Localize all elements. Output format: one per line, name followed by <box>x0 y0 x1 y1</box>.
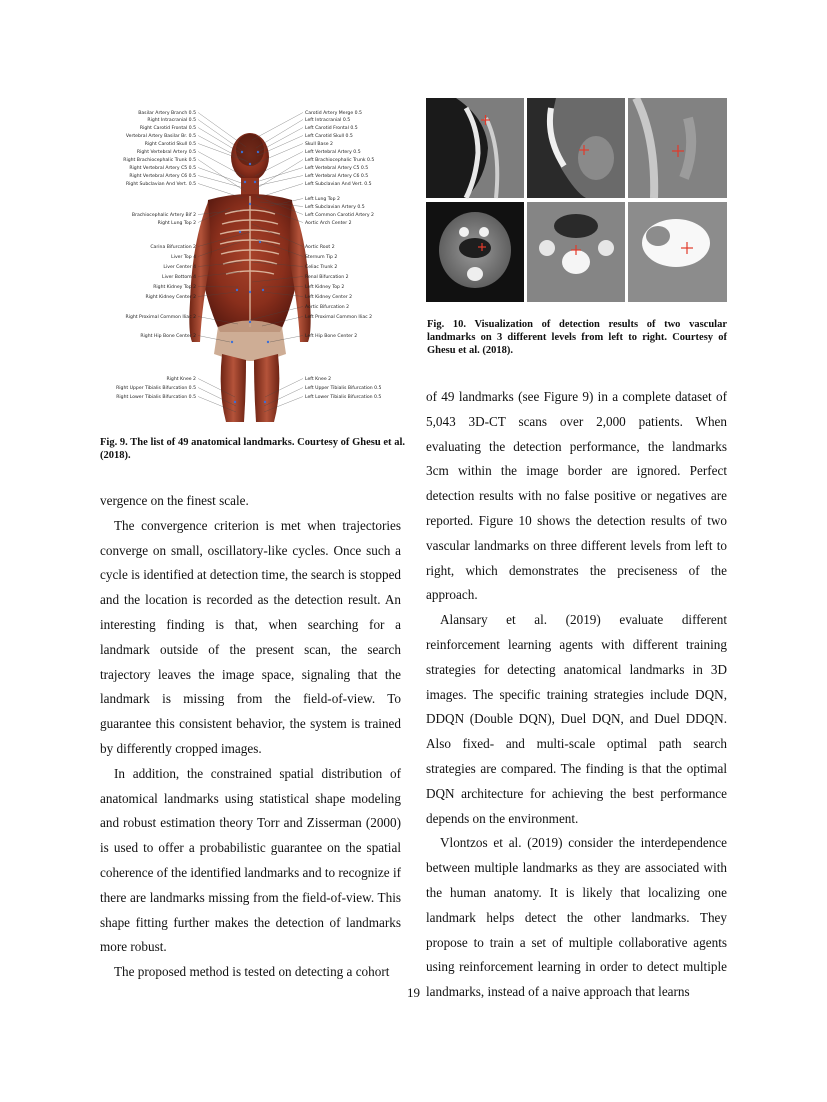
landmark-label: Right Proximal Common Iliac 2 <box>125 315 196 320</box>
landmark-label: Left Carotid Frontal 0.5 <box>305 126 358 131</box>
landmark-label: Left Kidney Top 2 <box>305 285 345 290</box>
ct-panel-row2-fine <box>628 202 727 302</box>
leader-line <box>257 184 303 199</box>
landmark-label: Liver Center 4 <box>163 265 196 270</box>
landmark-label: Right Subclavian And Vert. 0.5 <box>125 182 196 187</box>
landmark-label: Left Vertebral Artery C5 0.5 <box>305 166 369 171</box>
figure-10 <box>426 98 727 302</box>
landmark-label: Left Knee 2 <box>305 377 332 382</box>
landmark-label: Aortic Bifurcation 2 <box>305 305 350 310</box>
landmark-label: Right Lower Tibialis Bifurcation 0.5 <box>116 395 196 400</box>
right-text-column <box>426 385 727 1005</box>
landmark-label: Left Brachiocephalic Trunk 0.5 <box>305 158 375 163</box>
landmark-label: Left Lower Tibialis Bifurcation 0.5 <box>305 395 382 400</box>
figure-9 <box>100 92 405 422</box>
page-number: 19 <box>407 985 420 1000</box>
landmark-label: Right Vertebral Artery C6 0.5 <box>129 174 196 179</box>
leader-line <box>198 184 243 199</box>
landmark-label: Left Subclavian And Vert. 0.5 <box>305 182 372 187</box>
ct-panel-row2-medium <box>527 202 625 302</box>
landmark-label: Sternum Tip 2 <box>305 255 338 260</box>
paragraph: In addition, the constrained spatial distribution of anatomical landmarks using statistical shape modeling and robust estimation theory Torr and Zisserman (2000) is used to offer a probabilistic guarantee on the spatial coherence of the identified landmarks and to recognize if there are landmarks missing from the field-of-view. This shape fitting further makes the detection of landmarks more robust. <box>100 765 401 955</box>
landmark-label: Aortic Root 2 <box>305 245 335 250</box>
landmark-label: Right Kidney Top 2 <box>153 285 196 290</box>
paragraph: Vlontzos et al. (2019) consider the interdependence between multiple landmarks as they are associated with the human anatomy. It is likely that localizing one landmark helps detect the other landmarks. They propose to train a set of multiple collaborative agents using reinforcement learning in order to detect multiple landmarks, instead of a naive approach that learns <box>426 835 727 1000</box>
landmark-label: Liver Top 4 <box>171 255 196 260</box>
landmark-label: Right Hip Bone Center 2 <box>140 334 196 339</box>
paragraph: vergence on the finest scale. <box>100 493 249 508</box>
landmark-label: Carina Bifurcation 2 <box>150 245 196 250</box>
landmark-label: Left Kidney Center 2 <box>305 295 353 300</box>
landmark-label: Left Intracranial 0.5 <box>305 118 351 123</box>
landmark-label: Skull Base 2 <box>305 142 333 147</box>
landmark-label: Left Subclavian Artery 0.5 <box>305 205 365 210</box>
landmark-label: Brachiocephalic Artery Bif 2 <box>131 213 196 218</box>
landmark-label: Left Vertebral Artery 0.5 <box>305 150 361 155</box>
figure-9-caption: Fig. 9. The list of 49 anatomical landmarks. Courtesy of Ghesu et al. (2018). <box>100 437 405 461</box>
leader-line <box>258 128 303 153</box>
landmark-label: Left Lung Top 2 <box>305 197 340 202</box>
leader-line <box>256 176 303 187</box>
landmark-label: Basilar Artery Branch 0.5 <box>138 111 196 116</box>
paragraph: The convergence criterion is met when trajectories converge on small, oscillatory-like cycles. Once such a cycle is identified at detection time, the search is stopped and the location is recorded as the detection result. An interesting finding is that, when searching for a landmark outside of the present scan, the search trajectory leaves the image space, signaling that the landmark is missing from the field-of-view. To guarantee this consistent behavior, the system is trained by differently cropped images. <box>100 517 402 756</box>
leader-line <box>198 128 242 155</box>
ct-panel-row1-medium <box>527 98 625 198</box>
left-text-column <box>100 489 401 985</box>
landmark-label: Aortic Arch Center 2 <box>305 221 352 226</box>
figure-10-image <box>426 98 727 302</box>
leader-line <box>198 120 244 153</box>
landmark-label: Left Carotid Skull 0.5 <box>305 134 353 139</box>
landmark-label: Left Proximal Common Iliac 2 <box>305 315 373 320</box>
paragraph: of 49 landmarks (see Figure 9) in a complete dataset of 5,043 3D-CT scans over 2,000 patients. When evaluating the detection performance, the landmarks 3cm within the image border are ignored. Perfect detection results with no false positive or negatives are reported. Figure 10 shows the detection results of two vascular landmarks on three different levels from left to right, which demonstrates the preciseness of the approach. <box>426 389 727 603</box>
landmark-label: Right Lung Top 2 <box>157 221 196 226</box>
landmark-label: Right Upper Tibialis Bifurcation 0.5 <box>116 386 196 391</box>
landmark-label: Liver Bottom 4 <box>162 275 196 280</box>
ct-panel-row1-coarse <box>426 98 524 198</box>
landmark-label: Right Intracranial 0.5 <box>147 118 196 123</box>
landmark-label: Carotid Artery Merge 0.5 <box>305 111 362 116</box>
landmark-label: Right Kidney Center 2 <box>145 295 196 300</box>
ct-panel-row2-coarse <box>426 202 524 302</box>
landmark-label: Right Brachiocephalic Trunk 0.5 <box>123 158 196 163</box>
ct-panel-row1-fine <box>628 98 727 198</box>
landmark-label: Right Vertebral Artery C5 0.5 <box>129 166 196 171</box>
landmark-label: Celiac Trunk 2 <box>305 265 338 270</box>
figure-10-caption: Fig. 10. Visualization of detection results of two vascular landmarks on 3 different levels from left to right. Courtesy of Ghesu et al. (2018). <box>427 319 727 356</box>
landmark-label: Renal Bifurcation 2 <box>305 275 349 280</box>
landmark-label: Right Carotid Skull 0.5 <box>144 142 196 147</box>
figure-9-image <box>100 92 405 422</box>
landmark-label: Vertebral Artery Basilar Br. 0.5 <box>125 134 196 139</box>
landmark-label: Left Upper Tibialis Bifurcation 0.5 <box>305 386 382 391</box>
landmark-label: Left Common Carotid Artery 2 <box>305 213 374 218</box>
landmark-label: Right Knee 2 <box>166 377 196 382</box>
leader-line <box>252 113 303 141</box>
paragraph: Alansary et al. (2019) evaluate different reinforcement learning agents with different training strategies for detecting anatomical landmarks in 3D images. The specific training strategies include DQN, DDQN (Double DQN), Duel DQN, and Duel DDQN. Also fixed- and multi-scale optimal path search strategies are compared. The finding is that the optimal DQN architecture for achieving the best performance depends on the environment. <box>426 612 727 826</box>
leader-line <box>256 120 303 149</box>
landmark-label: Left Vertebral Artery C6 0.5 <box>305 174 369 179</box>
landmark-label: Left Hip Bone Center 2 <box>305 334 358 339</box>
leader-line <box>198 176 244 189</box>
landmark-label: Right Vertebral Artery 0.5 <box>136 150 196 155</box>
landmark-label: Right Carotid Frontal 0.5 <box>139 126 196 131</box>
paragraph: The proposed method is tested on detecting a cohort <box>114 964 390 980</box>
